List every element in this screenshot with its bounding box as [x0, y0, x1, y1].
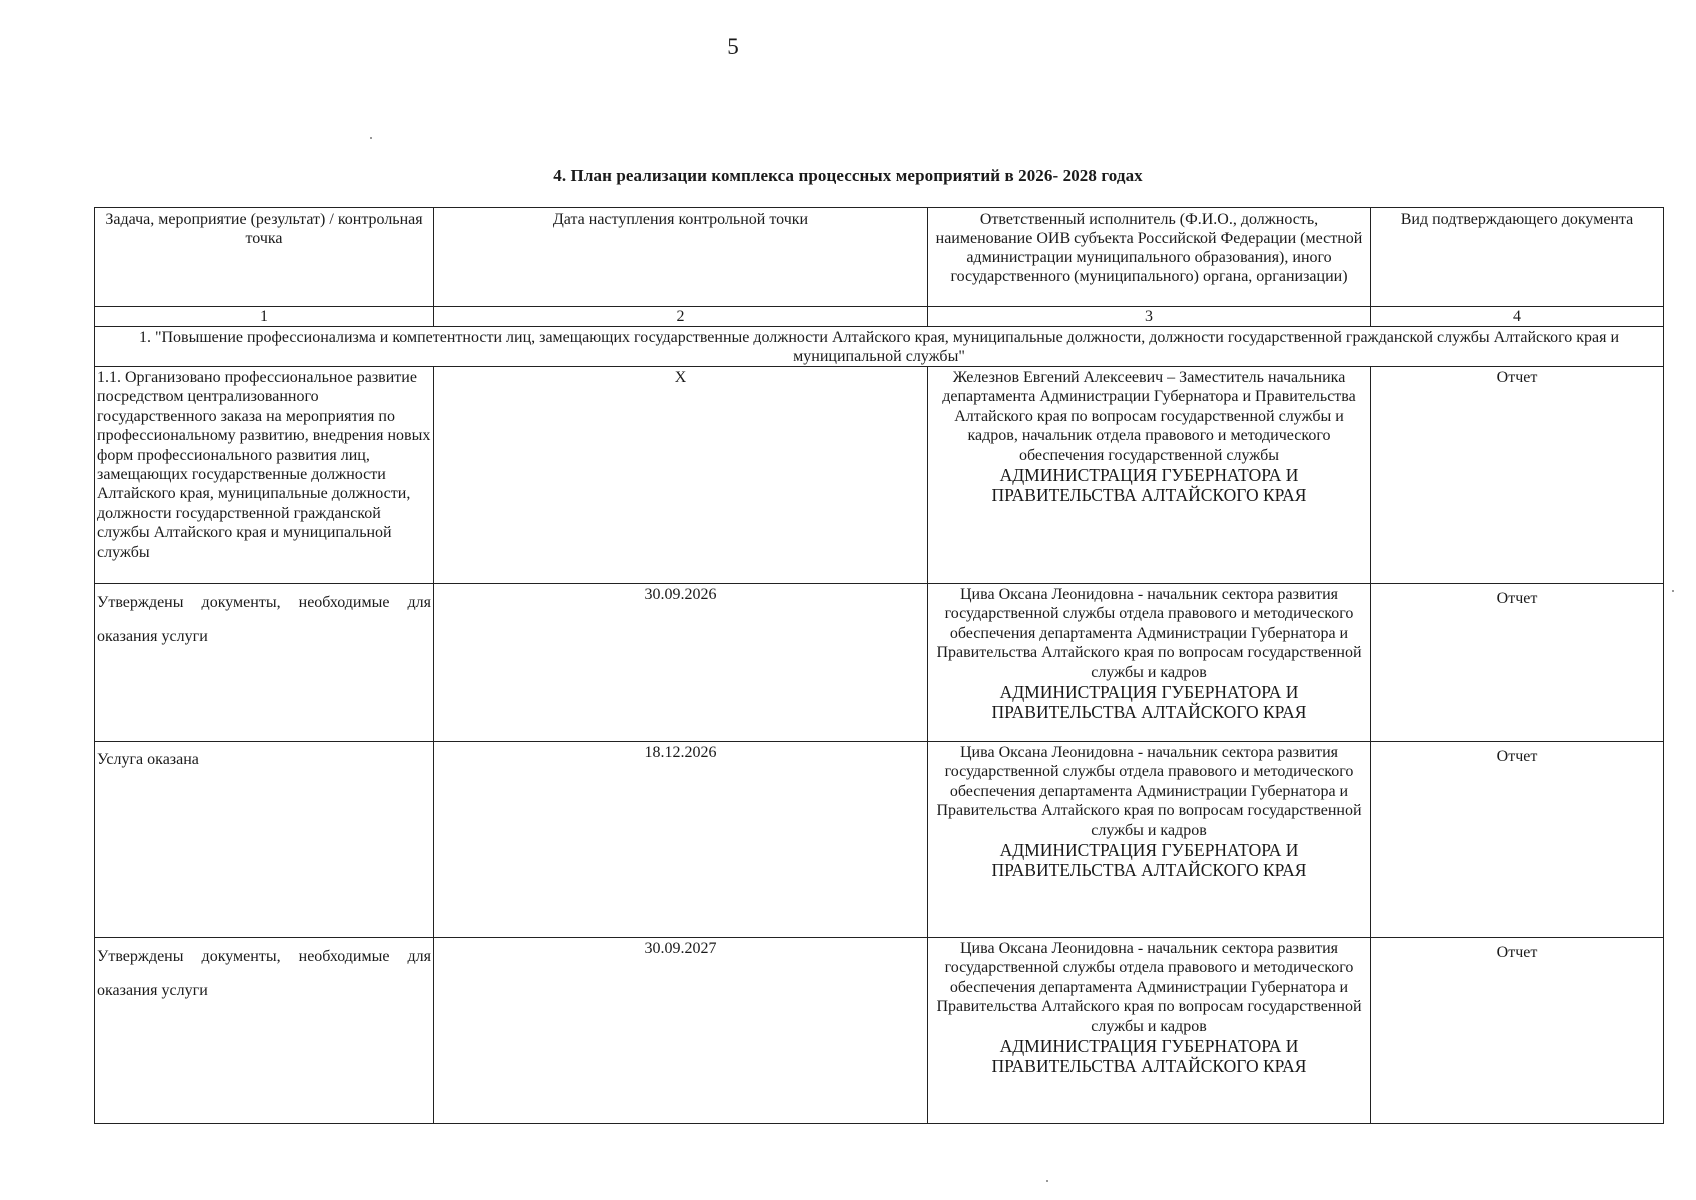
scan-speck — [370, 137, 372, 139]
column-number: 4 — [1371, 307, 1664, 327]
page-number: 5 — [727, 34, 739, 59]
date-cell: Х — [434, 367, 928, 584]
organization-text: АДМИНИСТРАЦИЯ ГУБЕРНАТОРА И ПРАВИТЕЛЬСТВА АЛТАЙСКОГО КРАЯ — [991, 840, 1307, 881]
column-number: 2 — [434, 307, 928, 327]
table-row — [95, 367, 1664, 584]
section-title: 1. "Повышение профессионализма и компетентности лиц, замещающих государственные должности Алтайского края, муниципальные должности, должности государственной гражданской службы Алтайского края и муниципальной службы" — [95, 327, 1664, 367]
table-header-row — [95, 208, 1664, 307]
document-type: Отчет — [1496, 590, 1538, 607]
column-number-row — [95, 307, 1664, 327]
organization-text: АДМИНИСТРАЦИЯ ГУБЕРНАТОРА И ПРАВИТЕЛЬСТВА АЛТАЙСКОГО КРАЯ — [991, 465, 1307, 506]
table-row — [95, 584, 1664, 742]
task-cell: Услуга оказана — [95, 742, 434, 938]
header-date: Дата наступления контрольной точки — [434, 208, 928, 307]
section-row — [95, 327, 1664, 367]
organization-text: АДМИНИСТРАЦИЯ ГУБЕРНАТОРА И ПРАВИТЕЛЬСТВА АЛТАЙСКОГО КРАЯ — [991, 1036, 1307, 1077]
executor-text: Цива Оксана Леонидовна - начальник сектора развития государственной службы отдела правового и методического обеспечения департамента Администрации Губернатора и Правительства Алтайского края по вопросам государственной службы и кадров — [936, 940, 1362, 1035]
document-cell — [1371, 584, 1664, 742]
header-executor: Ответственный исполнитель (Ф.И.О., должность, наименование ОИВ субъекта Российской Федерации (местной администрации муниципального образования), иного государственного (муниципального) органа, организации) — [928, 208, 1371, 307]
executor-cell — [928, 742, 1371, 938]
executor-cell — [928, 938, 1371, 1124]
date-cell: 18.12.2026 — [434, 742, 928, 938]
document-type: Отчет — [1496, 944, 1538, 961]
date-cell: 30.09.2026 — [434, 584, 928, 742]
plan-table — [94, 207, 1664, 1124]
organization-text: АДМИНИСТРАЦИЯ ГУБЕРНАТОРА И ПРАВИТЕЛЬСТВА АЛТАЙСКОГО КРАЯ — [991, 682, 1307, 723]
document-type: Отчет — [1496, 748, 1538, 765]
date-cell: 30.09.2027 — [434, 938, 928, 1124]
document-cell: Отчет — [1371, 367, 1664, 584]
table-row — [95, 938, 1664, 1124]
executor-text: Цива Оксана Леонидовна - начальник сектора развития государственной службы отдела правового и методического обеспечения департамента Администрации Губернатора и Правительства Алтайского края по вопросам государственной службы и кадров — [936, 744, 1362, 839]
executor-cell — [928, 367, 1371, 584]
header-document: Вид подтверждающего документа — [1371, 208, 1664, 307]
task-cell: Утверждены документы, необходимые для оказания услуги — [95, 938, 434, 1124]
document-cell — [1371, 938, 1664, 1124]
scan-speck — [1046, 1180, 1048, 1182]
table-row — [95, 742, 1664, 938]
task-cell: Утверждены документы, необходимые для оказания услуги — [95, 584, 434, 742]
task-cell: 1.1. Организовано профессиональное развитие посредством централизованного государственного заказа на мероприятия по профессиональному развитию, внедрения новых форм профессионального развития лиц, замещающих государственные должности Алтайского края, муниципальные должности, должности государственной гражданской службы Алтайского края и муниципальной службы — [95, 367, 434, 584]
document-cell — [1371, 742, 1664, 938]
document-title: 4. План реализации комплекса процессных мероприятий в 2026- 2028 годах — [553, 166, 1143, 185]
column-number: 3 — [928, 307, 1371, 327]
scan-speck — [1672, 590, 1674, 592]
executor-text: Железнов Евгений Алексеевич – Заместитель начальника департамента Администрации Губернатора и Правительства Алтайского края по вопросам государственной службы и кадров, начальник отдела правового и методического обеспечения государственной службы — [942, 369, 1356, 464]
header-task: Задача, мероприятие (результат) / контрольная точка — [95, 208, 434, 307]
executor-cell — [928, 584, 1371, 742]
executor-text: Цива Оксана Леонидовна - начальник сектора развития государственной службы отдела правового и методического обеспечения департамента Администрации Губернатора и Правительства Алтайского края по вопросам государственной службы и кадров — [936, 586, 1362, 681]
column-number: 1 — [95, 307, 434, 327]
